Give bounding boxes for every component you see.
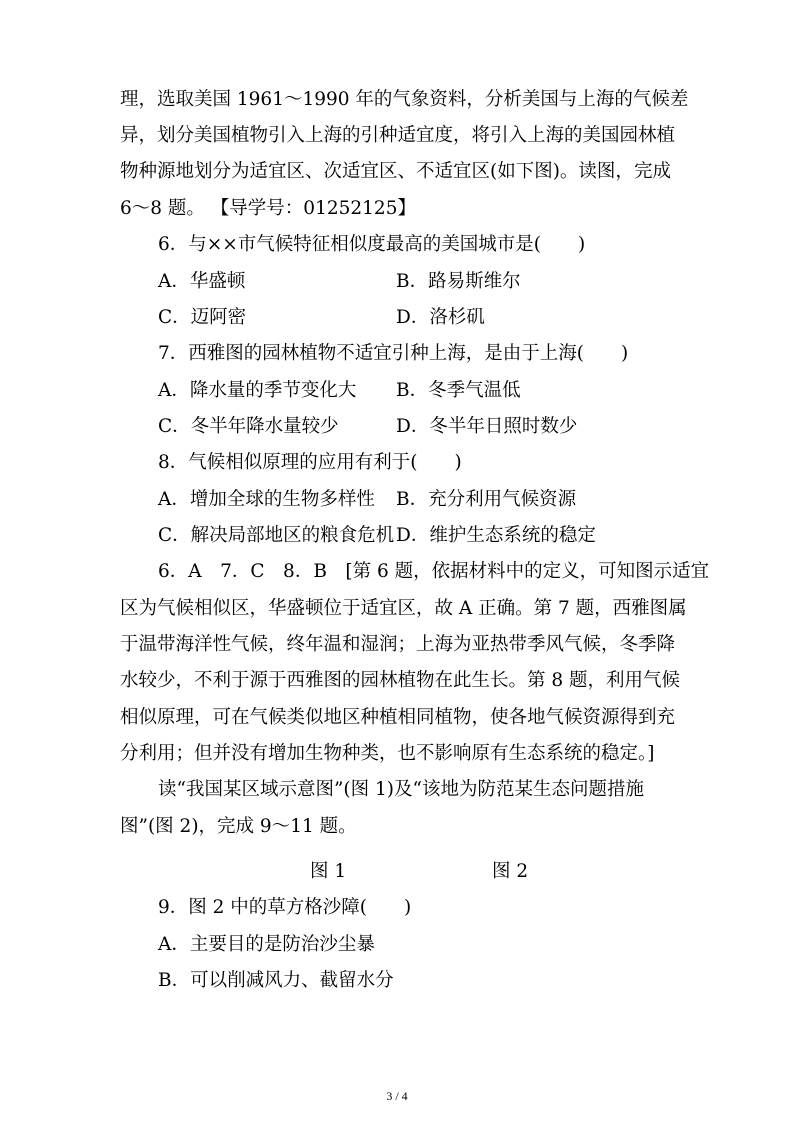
question-9-option-b: B．可以削减风力、截留水分	[158, 970, 394, 991]
reading-instruction-line-1: 读“我国某区域示意图”(图 1)及“该地为防范某生态问题措施	[158, 779, 644, 800]
question-7-option-b: B．冬季气温低	[396, 380, 521, 401]
figure-1-caption: 图 1	[310, 861, 347, 882]
question-8-option-b: B．充分利用气候资源	[396, 489, 577, 510]
question-6-option-b: B．路易斯维尔	[396, 271, 521, 292]
question-6-option-a: A．华盛顿	[158, 271, 246, 292]
question-6-option-d: D．洛杉矶	[396, 307, 485, 328]
question-7-option-c: C．冬半年降水量较少	[158, 416, 339, 437]
question-6-option-c: C．迈阿密	[158, 307, 247, 328]
intro-line-2: 异，划分美国植物引入上海的引种适宜度，将引入上海的美国园林植	[120, 125, 676, 146]
answer-line-4: 水较少，不利于源于西雅图的园林植物在此生长。第 8 题，利用气候	[120, 670, 681, 691]
answer-line-5: 相似原理，可在气候类似地区种植相同植物，使各地气候资源得到充	[120, 707, 676, 728]
question-9-option-a: A．主要目的是防治沙尘暴	[158, 934, 375, 955]
question-7-option-a: A．降水量的季节变化大	[158, 380, 357, 401]
question-8-stem: 8．气候相似原理的应用有利于( )	[158, 452, 462, 473]
question-6-stem: 6．与××市气候特征相似度最高的美国城市是( )	[158, 234, 586, 255]
question-8-option-c: C．解决局部地区的粮食危机	[158, 525, 395, 546]
question-7-option-d: D．冬半年日照时数少	[396, 416, 578, 437]
question-8-option-d: D．维护生态系统的稳定	[396, 525, 596, 546]
question-7-stem: 7．西雅图的园林植物不适宜引种上海，是由于上海( )	[158, 343, 629, 364]
answer-line-2: 区为气候相似区，华盛顿位于适宜区，故 A 正确。第 7 题，西雅图属	[120, 598, 687, 619]
answer-line-3: 于温带海洋性气候，终年温和湿润；上海为亚热带季风气候，冬季降	[120, 634, 676, 655]
answer-line-6: 分利用；但并没有增加生物种类，也不影响原有生态系统的稳定。]	[120, 743, 655, 764]
intro-line-4: 6～8 题。 【导学号：01252125】	[120, 198, 416, 219]
question-9-stem: 9．图 2 中的草方格沙障( )	[158, 897, 412, 918]
intro-line-3: 物种源地划分为适宜区、次适宜区、不适宜区(如下图)。读图，完成	[120, 161, 671, 182]
intro-line-1: 理，选取美国 1961～1990 年的气象资料，分析美国与上海的气候差	[120, 89, 689, 110]
answer-line-1: 6．A 7．C 8．B [第 6 题，依据材料中的定义，可知图示适宜	[158, 561, 710, 582]
figure-2-caption: 图 2	[492, 861, 529, 882]
page-number: 3 / 4	[386, 1089, 408, 1103]
reading-instruction-line-2: 图”(图 2)，完成 9～11 题。	[120, 816, 357, 837]
question-8-option-a: A．增加全球的生物多样性	[158, 489, 375, 510]
